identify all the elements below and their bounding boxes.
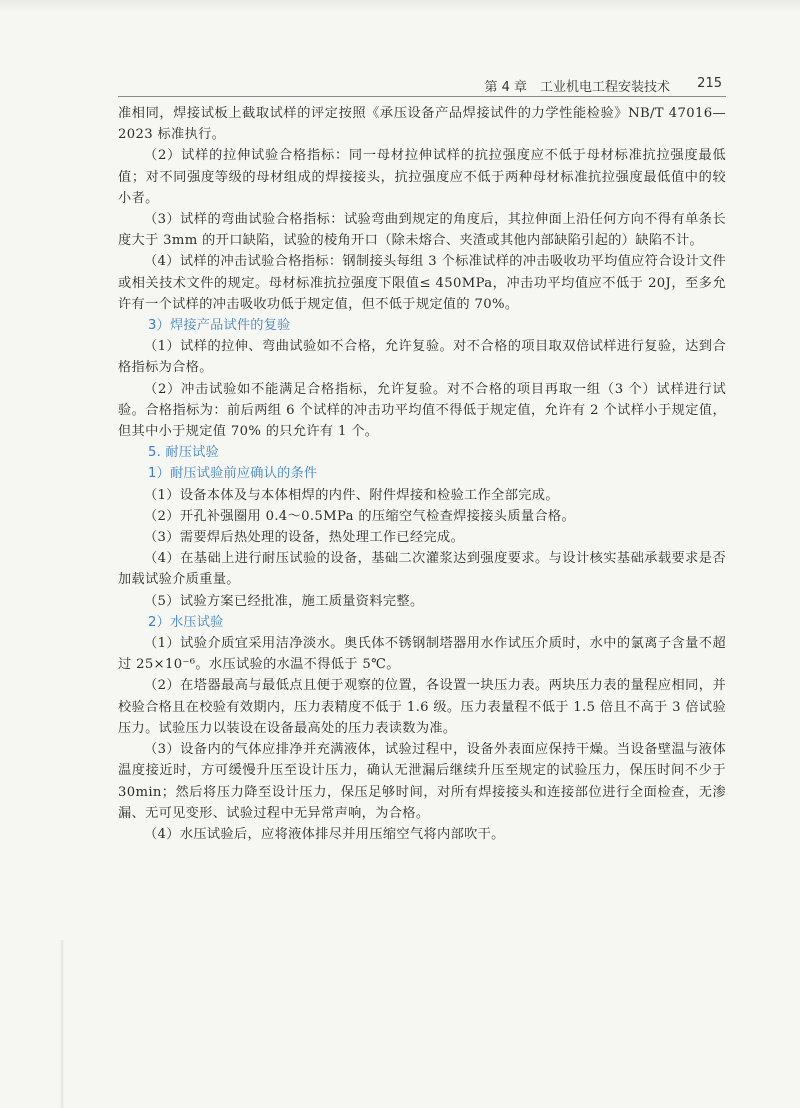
paragraph: （5）试验方案已经批准，施工质量资料完整。 — [144, 593, 424, 609]
running-header — [118, 70, 726, 97]
body-text — [118, 103, 726, 845]
paragraph: （2）试样的拉伸试验合格指标：同一母材拉伸试样的抗拉强度应不低于母材标准抗拉强度最低值；对不同强度等级的母材组成的焊接接头，抗拉强度应不低于两种母材标准抗拉强度最低值中的较小者。 — [118, 148, 726, 206]
section-heading: 1）耐压试验前应确认的条件 — [148, 466, 318, 482]
paragraph: 准相同，焊接试板上截取试样的评定按照《承压设备产品焊接试件的力学性能检验》NB/T 47016—2023 标准执行。 — [118, 106, 726, 143]
section-heading: 3）焊接产品试件的复验 — [148, 318, 291, 334]
paragraph: （3）需要焊后热处理的设备，热处理工作已经完成。 — [144, 530, 465, 546]
paragraph: （1）试验介质宜采用洁净淡水。奥氏体不锈钢制塔器用水作试压介质时，水中的氯离子含量不超过 25×10⁻⁶。水压试验的水温不得低于 5℃。 — [118, 636, 726, 673]
page-edge-shadow — [0, 0, 800, 12]
paragraph: （4）在基础上进行耐压试验的设备，基础二次灌浆达到强度要求。与设计核实基础承载要求是否加载试验介质重量。 — [118, 551, 726, 588]
paragraph: （1）试样的拉伸、弯曲试验如不合格，允许复验。对不合格的项目取双倍试样进行复验，达到合格指标为合格。 — [118, 339, 726, 376]
paragraph: （3）设备内的气体应排净并充满液体，试验过程中，设备外表面应保持干燥。当设备壁温与液体温度接近时，方可缓慢升压至设计压力，确认无泄漏后继续升压至规定的试验压力，保压时间不少于 30min；然后将压力降至设计压力，保压足够时间，对所有焊接接头和连接部位进行全面检查，无渗漏、无可见变形、试验过程中无异常声响，为合格。 — [118, 742, 726, 821]
section-heading: 5. 耐压试验 — [148, 445, 219, 461]
paragraph: （4）水压试验后，应将液体排尽并用压缩空气将内部吹干。 — [144, 826, 505, 842]
paragraph: （2）冲击试验如不能满足合格指标，允许复验。对不合格的项目再取一组（3 个）试样进行试验。合格指标为：前后两组 6 个试样的冲击功平均值不得低于规定值，允许有 2 个试样小于规定值，但其中小于规定值 70% 的只允许有 1 个。 — [118, 381, 726, 440]
binding-shadow — [60, 940, 64, 1108]
section-heading: 2）水压试验 — [148, 614, 224, 630]
paragraph: （2）在塔器最高与最低点且便于观察的位置，各设置一块压力表。两块压力表的量程应相同，并校验合格且在校验有效期内，压力表精度不低于 1.6 级。压力表量程不低于 1.5 倍且不高于 3 倍试验压力。试验压力以装设在设备最高处的压力表读数为准。 — [118, 678, 726, 736]
paragraph: （4）试样的冲击试验合格指标：钢制接头每组 3 个标准试样的冲击吸收功平均值应符合设计文件或相关技术文件的规定。母材标准抗拉强度下限值≤ 450MPa，冲击功平均值应不低于 20J，至多允许有一个试样的冲击吸收功低于规定值，但不低于规定值的 70%。 — [118, 254, 726, 312]
paragraph: （2）开孔补强圈用 0.4～0.5MPa 的压缩空气检查焊接接头质量合格。 — [144, 508, 575, 524]
header-chapter-title: 第 4 章 工业机电工程安装技术 — [484, 80, 670, 95]
paragraph: （1）设备本体及与本体相焊的内件、附件焊接和检验工作全部完成。 — [144, 487, 559, 503]
paragraph: （3）试样的弯曲试验合格指标：试验弯曲到规定的角度后，其拉伸面上沿任何方向不得有单条长度大于 3mm 的开口缺陷，试验的棱角开口（除未熔合、夹渣或其他内部缺陷引起的）缺陷不计。 — [118, 212, 726, 249]
page-number: 215 — [697, 76, 722, 91]
